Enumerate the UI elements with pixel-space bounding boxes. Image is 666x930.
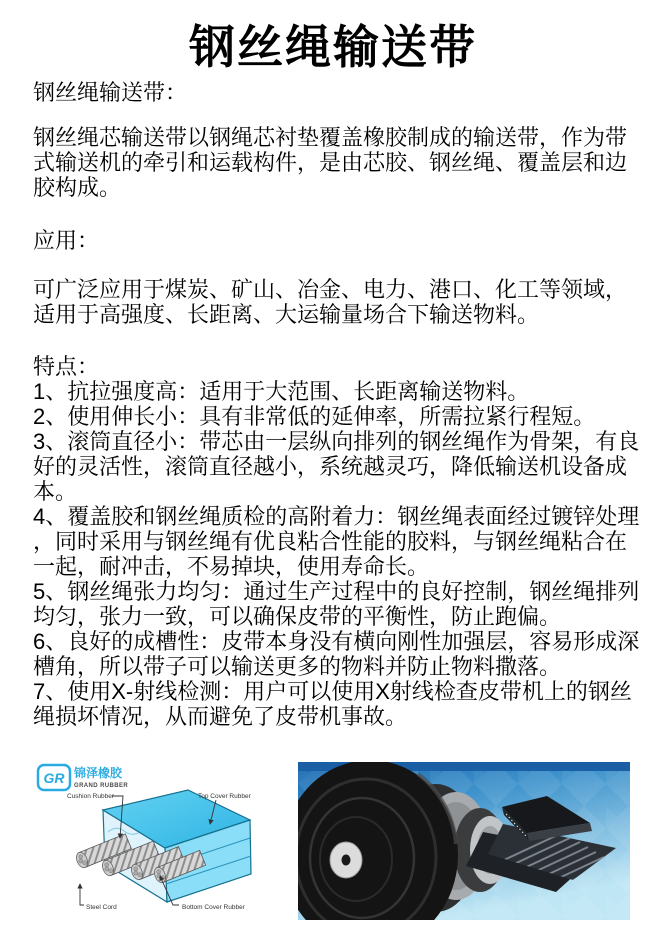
figures-row (0, 762, 666, 922)
application-paragraph: 可广泛应用于煤炭、矿山、冶金、电力、港口、化工等领域，适用于高强度、长距离、大运输量场合下输送物料。 (33, 277, 628, 327)
belt-structure-diagram (30, 762, 255, 925)
bottom-cover-rubber-label: Bottom Cover Rubber (182, 904, 245, 911)
belt-block-illustration (74, 790, 251, 902)
page-title: 钢丝绳输送带 (189, 21, 477, 73)
feature-item: 1、抗拉强度高：适用于大范围、长距离输送物料。 (33, 379, 530, 404)
feature-item: 6、良好的成槽性：皮带本身没有横向刚性加强层，容易形成深槽角，所以带子可以输送更多的物料并防止物料撒落。 (33, 629, 640, 679)
intro-label: 钢丝绳输送带： (33, 80, 188, 105)
cushion-rubber-label: Cushion Rubber (67, 793, 114, 800)
top-cover-rubber-label: Top Cover Rubber (198, 793, 251, 800)
logo-monogram: GR (43, 770, 65, 786)
belt-diagram-svg (30, 762, 255, 925)
feature-item: 3、滚筒直径小：带芯由一层纵向排列的钢丝绳作为骨架，有良好的灵活性，滚筒直径越小，系统越灵巧，降低输送机设备成本。 (33, 429, 640, 504)
belt-photo-svg (298, 762, 630, 920)
feature-item: 7、使用X-射线检测：用户可以使用X射线检查皮带机上的钢丝绳损坏情况，从而避免了皮带机事故。 (33, 679, 632, 729)
features-label: 特点： (33, 354, 100, 379)
intro-paragraph: 钢丝绳芯输送带以钢绳芯衬垫覆盖橡胶制成的输送带，作为带式输送机的牵引和运载构件，是由芯胶、钢丝绳、覆盖层和边胶构成。 (33, 125, 628, 200)
document-body (0, 80, 648, 729)
feature-item: 5、钢丝绳张力均匀：通过生产过程中的良好控制，钢丝绳排列均匀，张力一致，可以确保皮带的平衡性，防止跑偏。 (33, 579, 640, 629)
features-list (33, 379, 648, 729)
logo-english-name: GRAND RUBBER (74, 783, 129, 789)
feature-item: 4、覆盖胶和钢丝绳质检的高附着力：钢丝绳表面经过镀锌处理，同时采用与钢丝绳有优良粘合性能的胶料，与钢丝绳粘合在一起，耐冲击，不易掉块，使用寿命长。 (33, 504, 640, 579)
steel-cord-label: Steel Cord (86, 904, 117, 911)
feature-item: 2、使用伸长小：具有非常低的延伸率，所需拉紧行程短。 (33, 404, 596, 429)
application-label: 应用： (33, 228, 100, 253)
conveyor-belt-photo (298, 762, 630, 920)
grand-rubber-logo-icon (38, 765, 128, 790)
logo-chinese-name: 锦泽橡胶 (74, 766, 123, 780)
